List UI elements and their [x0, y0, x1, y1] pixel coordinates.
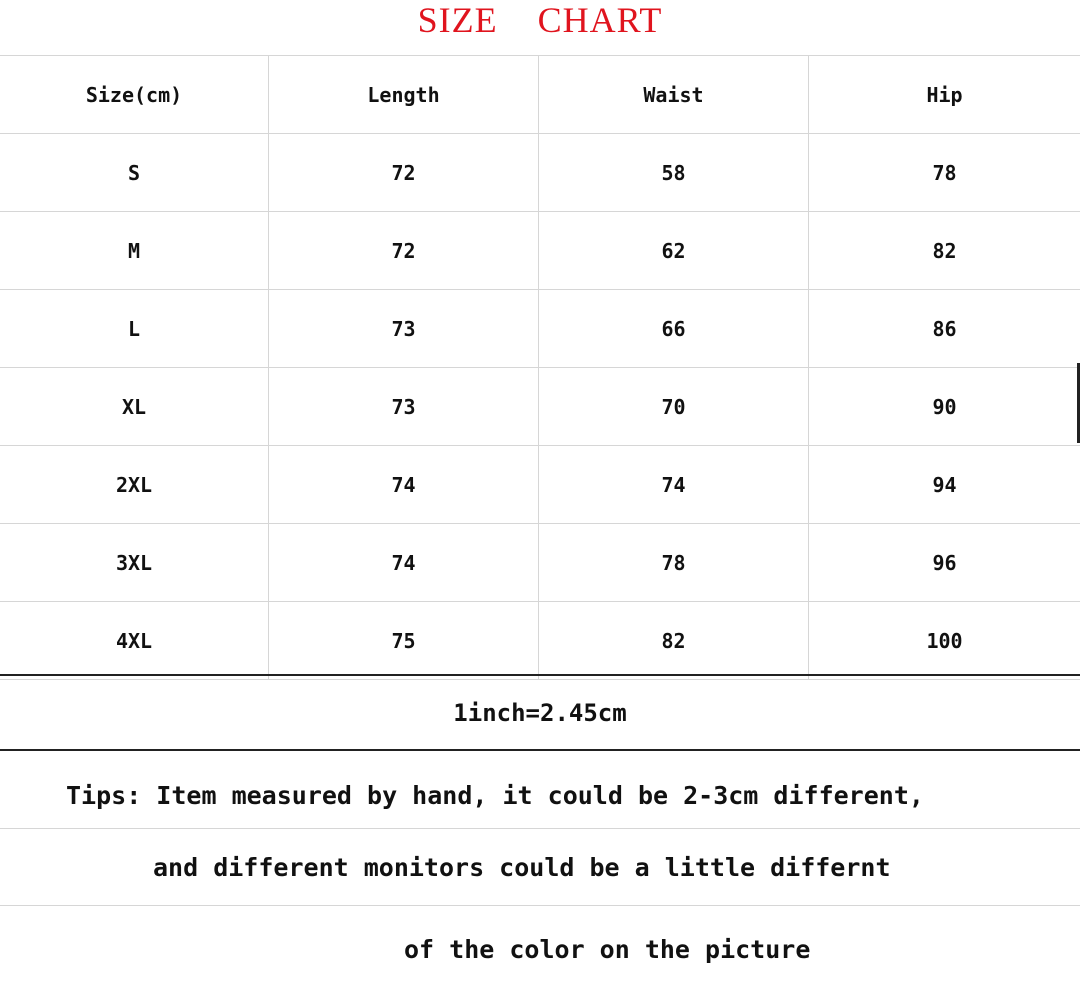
- waist-cell: 66: [539, 290, 809, 367]
- hip-cell: 96: [932, 550, 957, 575]
- length-cell: 72: [269, 134, 539, 211]
- table-row: [0, 133, 1080, 211]
- tips-section: [0, 752, 1080, 983]
- hip-cell: 94: [932, 472, 957, 497]
- header-hip: Hip: [926, 82, 963, 107]
- waist-cell: 62: [539, 212, 809, 289]
- size-cell: XL: [0, 368, 269, 445]
- table-row: [0, 289, 1080, 367]
- length-cell: 73: [269, 368, 539, 445]
- length-cell: 74: [269, 446, 539, 523]
- title-word-size: SIZE: [417, 0, 498, 40]
- length-cell: 75: [269, 602, 539, 679]
- size-cell: 2XL: [0, 446, 269, 523]
- size-cell: 4XL: [0, 602, 269, 679]
- hip-cell: 86: [932, 316, 957, 341]
- waist-cell: 58: [539, 134, 809, 211]
- header-waist: Waist: [539, 56, 809, 133]
- table-header-row: [0, 55, 1080, 133]
- header-length: Length: [269, 56, 539, 133]
- tips-line-2: and different monitors could be a little differnt: [0, 829, 1080, 906]
- hip-cell: 78: [932, 160, 957, 185]
- size-cell: M: [0, 212, 269, 289]
- inch-conversion-note: 1inch=2.45cm: [0, 674, 1080, 751]
- table-row: [0, 601, 1080, 680]
- hip-cell: 100: [926, 628, 963, 653]
- table-row: [0, 211, 1080, 289]
- length-cell: 72: [269, 212, 539, 289]
- table-row: [0, 523, 1080, 601]
- waist-cell: 70: [539, 368, 809, 445]
- length-cell: 74: [269, 524, 539, 601]
- header-size: Size(cm): [0, 56, 269, 133]
- table-row: [0, 367, 1080, 445]
- length-cell: 73: [269, 290, 539, 367]
- tips-line-1: Tips: Item measured by hand, it could be 2-3cm different,: [0, 752, 1080, 829]
- waist-cell: 82: [539, 602, 809, 679]
- size-cell: S: [0, 134, 269, 211]
- table-row: [0, 445, 1080, 523]
- size-table: [0, 55, 1080, 680]
- hip-cell: 90: [932, 394, 957, 419]
- size-chart-title: [0, 0, 1080, 44]
- waist-cell: 74: [539, 446, 809, 523]
- waist-cell: 78: [539, 524, 809, 601]
- title-word-chart: CHART: [537, 0, 663, 40]
- tips-line-3: of the color on the picture: [404, 935, 811, 964]
- hip-cell: 82: [932, 238, 957, 263]
- size-cell: 3XL: [0, 524, 269, 601]
- size-cell: L: [0, 290, 269, 367]
